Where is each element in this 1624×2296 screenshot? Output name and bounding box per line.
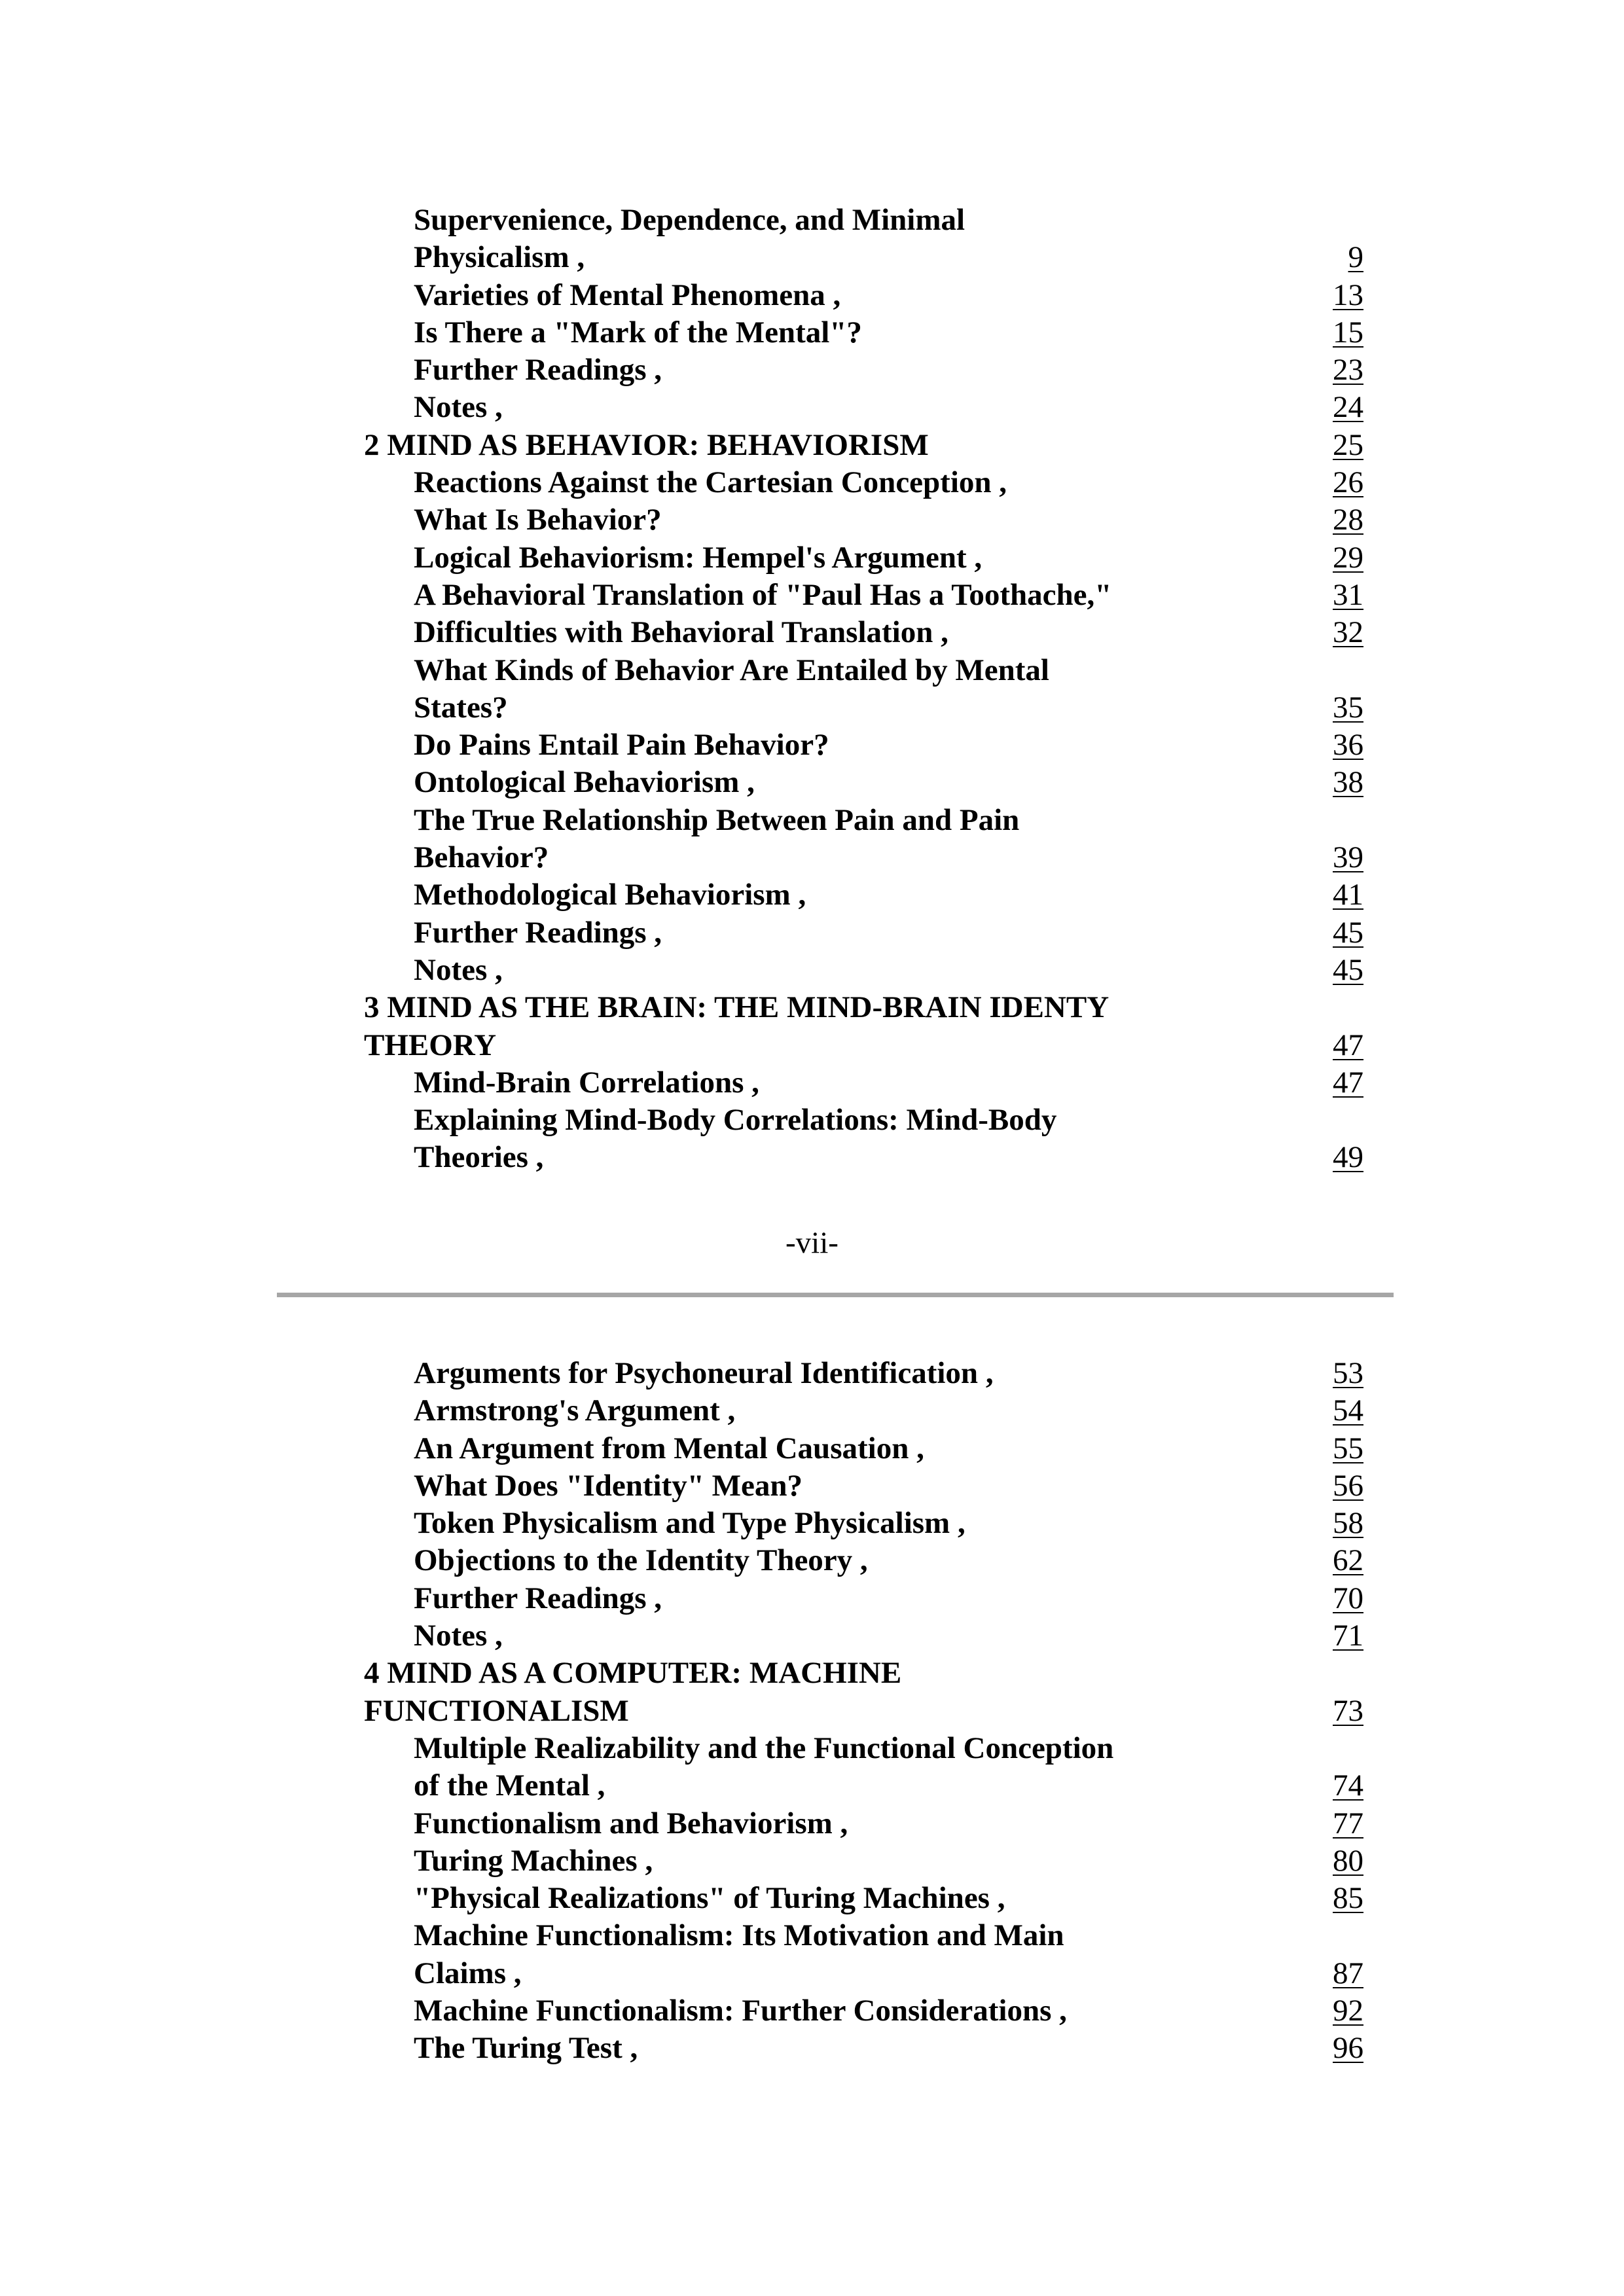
section-title: Do Pains Entail Pain Behavior? xyxy=(414,728,829,762)
toc-entry[interactable] xyxy=(364,1505,1363,1542)
page-link[interactable]: 87 xyxy=(1333,1956,1363,1990)
page-number: -vii- xyxy=(785,1226,839,1260)
section-line xyxy=(364,839,1363,876)
section-title: Notes , xyxy=(414,1619,503,1653)
section-title: Varieties of Mental Phenomena , xyxy=(414,278,841,312)
page-link[interactable]: 53 xyxy=(1333,1356,1363,1390)
section-line xyxy=(364,614,1363,651)
toc-entry[interactable] xyxy=(364,1064,1363,1102)
section-title: Explaining Mind-Body Correlations: Mind-Body xyxy=(414,1103,1057,1138)
section-line xyxy=(364,652,1363,689)
page-link[interactable]: 73 xyxy=(1333,1693,1363,1728)
page-link[interactable]: 49 xyxy=(1333,1140,1363,1175)
section-line xyxy=(364,876,1363,914)
section-title: Behavior? xyxy=(414,840,549,875)
page-link[interactable]: 35 xyxy=(1333,690,1363,725)
section-line xyxy=(364,2030,1363,2067)
toc-entry[interactable] xyxy=(364,501,1363,539)
section-line xyxy=(364,464,1363,501)
section-title: Multiple Realizability and the Functional Conception xyxy=(414,1731,1114,1765)
toc-entry[interactable] xyxy=(364,539,1363,577)
section-title: Machine Functionalism: Its Motivation and Main xyxy=(414,1918,1064,1953)
page-link[interactable]: 47 xyxy=(1333,1028,1363,1062)
page-link[interactable]: 70 xyxy=(1333,1581,1363,1615)
page-link[interactable]: 38 xyxy=(1333,765,1363,800)
page-link[interactable]: 39 xyxy=(1333,840,1363,875)
toc-entry[interactable] xyxy=(364,277,1363,314)
page-link[interactable]: 9 xyxy=(1348,240,1363,275)
section-title: A Behavioral Translation of "Paul Has a Toothache," xyxy=(414,577,1112,612)
section-title: Supervenience, Dependence, and Minimal xyxy=(414,203,965,237)
section-title: Is There a "Mark of the Mental"? xyxy=(414,315,862,350)
section-line xyxy=(364,314,1363,351)
chapter-title: FUNCTIONALISM xyxy=(364,1693,629,1728)
page-link[interactable]: 71 xyxy=(1333,1619,1363,1653)
section-line xyxy=(364,1730,1363,1767)
toc-entry[interactable] xyxy=(364,914,1363,952)
toc-entry[interactable] xyxy=(364,876,1363,914)
page-link[interactable]: 80 xyxy=(1333,1843,1363,1878)
section-title: Further Readings , xyxy=(414,1581,662,1615)
section-title: What Does "Identity" Mean? xyxy=(414,1468,803,1503)
toc-list-bottom xyxy=(364,1355,1363,2068)
section-line xyxy=(364,1917,1363,1954)
page-link[interactable]: 26 xyxy=(1333,465,1363,500)
page-divider xyxy=(277,1293,1394,1297)
section-line xyxy=(364,764,1363,801)
chapter-line xyxy=(364,1027,1363,1064)
section-title: What Is Behavior? xyxy=(414,503,662,537)
section-title: Turing Machines , xyxy=(414,1843,653,1878)
page-link[interactable]: 58 xyxy=(1333,1506,1363,1541)
toc-entry[interactable] xyxy=(364,427,1363,464)
toc-entry[interactable] xyxy=(364,389,1363,426)
toc-entry[interactable] xyxy=(364,1355,1363,1392)
section-line xyxy=(364,1102,1363,1139)
section-title: Arguments for Psychoneural Identification , xyxy=(414,1356,994,1390)
toc-entry[interactable] xyxy=(364,652,1363,727)
section-title: Token Physicalism and Type Physicalism , xyxy=(414,1506,965,1541)
page-link[interactable]: 41 xyxy=(1333,878,1363,912)
toc-entry[interactable] xyxy=(364,1467,1363,1505)
toc-entry[interactable] xyxy=(364,1617,1363,1655)
section-line xyxy=(364,1767,1363,1804)
chapter-line xyxy=(364,427,1363,464)
section-line xyxy=(364,1392,1363,1429)
page-link[interactable]: 23 xyxy=(1333,353,1363,387)
page-link[interactable]: 15 xyxy=(1333,315,1363,350)
toc-entry[interactable] xyxy=(364,1805,1363,1842)
section-title: What Kinds of Behavior Are Entailed by Mental xyxy=(414,653,1049,687)
toc-entry[interactable] xyxy=(364,577,1363,614)
section-line xyxy=(364,239,1363,276)
page-link[interactable]: 24 xyxy=(1333,390,1363,425)
page-link[interactable]: 31 xyxy=(1333,577,1363,612)
page-link[interactable]: 56 xyxy=(1333,1468,1363,1503)
section-title: Difficulties with Behavioral Translation , xyxy=(414,615,948,650)
chapter-line xyxy=(364,1693,1363,1730)
section-line xyxy=(364,1505,1363,1542)
toc-entry[interactable] xyxy=(364,802,1363,877)
toc-entry[interactable] xyxy=(364,1580,1363,1617)
section-title: Notes , xyxy=(414,390,503,425)
page-link[interactable]: 92 xyxy=(1333,1994,1363,2028)
toc-entry[interactable] xyxy=(364,202,1363,277)
section-title: Ontological Behaviorism , xyxy=(414,765,755,800)
section-title: Further Readings , xyxy=(414,915,662,950)
section-line xyxy=(364,1842,1363,1880)
section-title: Logical Behaviorism: Hempel's Argument , xyxy=(414,540,983,575)
section-line xyxy=(364,501,1363,539)
section-line xyxy=(364,1542,1363,1579)
section-line xyxy=(364,1580,1363,1617)
page-link[interactable]: 77 xyxy=(1333,1806,1363,1840)
section-title: Further Readings , xyxy=(414,353,662,387)
section-line xyxy=(364,1139,1363,1176)
toc-entry[interactable] xyxy=(364,1917,1363,1992)
section-line xyxy=(364,1805,1363,1842)
section-line xyxy=(364,1064,1363,1102)
page-link[interactable]: 29 xyxy=(1333,540,1363,575)
chapter-title: 3 MIND AS THE BRAIN: THE MIND-BRAIN IDENTY xyxy=(364,990,1110,1025)
toc-entry[interactable] xyxy=(364,1102,1363,1177)
section-line xyxy=(364,726,1363,764)
section-line xyxy=(364,351,1363,389)
toc-entry[interactable] xyxy=(364,614,1363,651)
toc-entry[interactable] xyxy=(364,314,1363,351)
section-line xyxy=(364,802,1363,839)
page-link[interactable]: 36 xyxy=(1333,728,1363,762)
toc-entry[interactable] xyxy=(364,764,1363,801)
page-link[interactable]: 47 xyxy=(1333,1065,1363,1100)
section-title: Claims , xyxy=(414,1956,522,1990)
chapter-title: 4 MIND AS A COMPUTER: MACHINE xyxy=(364,1656,902,1691)
section-line xyxy=(364,539,1363,577)
page-link[interactable]: 13 xyxy=(1333,278,1363,312)
page-link[interactable]: 55 xyxy=(1333,1431,1363,1465)
section-title: Theories , xyxy=(414,1140,544,1175)
section-title: Machine Functionalism: Further Considerations , xyxy=(414,1994,1067,2028)
page-link[interactable]: 32 xyxy=(1333,615,1363,650)
section-line xyxy=(364,1880,1363,1917)
section-line xyxy=(364,1955,1363,1992)
page-link[interactable]: 62 xyxy=(1333,1543,1363,1578)
toc-entry[interactable] xyxy=(364,1430,1363,1467)
section-line xyxy=(364,1430,1363,1467)
section-title: Reactions Against the Cartesian Conception , xyxy=(414,465,1007,500)
toc-entry[interactable] xyxy=(364,1392,1363,1429)
section-title: Notes , xyxy=(414,952,503,987)
section-title: Methodological Behaviorism , xyxy=(414,878,806,912)
section-title: The True Relationship Between Pain and Pain xyxy=(414,802,1020,837)
page-link[interactable]: 25 xyxy=(1333,427,1363,462)
section-line xyxy=(364,689,1363,726)
toc-entry[interactable] xyxy=(364,464,1363,501)
section-line xyxy=(364,1355,1363,1392)
toc-entry[interactable] xyxy=(364,351,1363,389)
section-title: of the Mental , xyxy=(414,1768,605,1803)
toc-entry[interactable] xyxy=(364,1542,1363,1579)
section-title: Armstrong's Argument , xyxy=(414,1393,736,1428)
toc-entry[interactable] xyxy=(364,726,1363,764)
section-title: An Argument from Mental Causation , xyxy=(414,1431,924,1465)
page-link[interactable]: 96 xyxy=(1333,2031,1363,2066)
page-link[interactable]: 85 xyxy=(1333,1881,1363,1916)
section-line xyxy=(364,577,1363,614)
section-title: States? xyxy=(414,690,508,725)
section-line xyxy=(364,1467,1363,1505)
section-line xyxy=(364,1992,1363,2030)
section-line xyxy=(364,1617,1363,1655)
toc-entry[interactable] xyxy=(364,952,1363,989)
section-line xyxy=(364,914,1363,952)
toc-entry[interactable] xyxy=(364,1842,1363,1880)
toc-entry[interactable] xyxy=(364,1730,1363,1805)
toc-entry[interactable] xyxy=(364,1992,1363,2030)
section-line xyxy=(364,952,1363,989)
section-title: Mind-Brain Correlations , xyxy=(414,1065,759,1100)
section-title: "Physical Realizations" of Turing Machines , xyxy=(414,1881,1005,1916)
chapter-title: 2 MIND AS BEHAVIOR: BEHAVIORISM xyxy=(364,427,929,462)
toc-entry[interactable] xyxy=(364,989,1363,1064)
chapter-line xyxy=(364,1655,1363,1692)
chapter-title: THEORY xyxy=(364,1028,497,1062)
section-title: Objections to the Identity Theory , xyxy=(414,1543,868,1578)
section-line xyxy=(364,389,1363,426)
chapter-line xyxy=(364,989,1363,1026)
section-line xyxy=(364,202,1363,239)
page-link[interactable]: 28 xyxy=(1333,503,1363,537)
section-title: Functionalism and Behaviorism , xyxy=(414,1806,848,1840)
page-link[interactable]: 54 xyxy=(1333,1393,1363,1428)
page-link[interactable]: 45 xyxy=(1333,952,1363,987)
toc-entry[interactable] xyxy=(364,1655,1363,1730)
page-link[interactable]: 45 xyxy=(1333,915,1363,950)
section-title: Physicalism , xyxy=(414,240,585,275)
toc-entry[interactable] xyxy=(364,1880,1363,1917)
section-line xyxy=(364,277,1363,314)
section-title: The Turing Test , xyxy=(414,2031,638,2066)
page-link[interactable]: 74 xyxy=(1333,1768,1363,1803)
toc-entry[interactable] xyxy=(364,2030,1363,2067)
toc-list-top xyxy=(364,202,1363,1177)
